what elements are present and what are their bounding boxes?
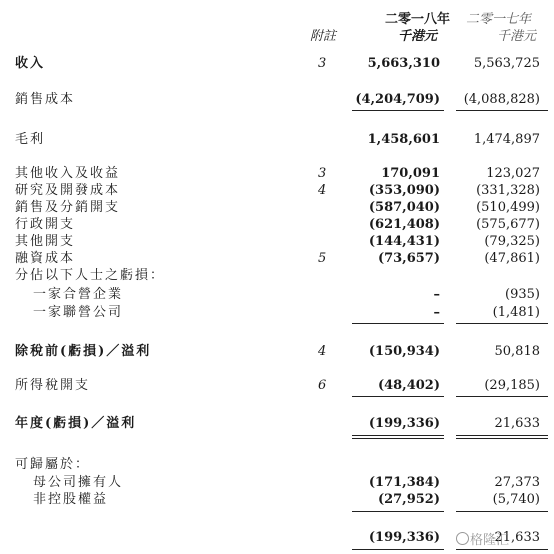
row-label: 母公司擁有人 — [33, 475, 124, 490]
value-2017: 123,027 — [486, 166, 540, 181]
row-loss-before-tax — [0, 343, 554, 361]
row-income-tax — [0, 377, 554, 395]
row-label: 研究及開發成本 — [15, 183, 121, 198]
value-2017: (935) — [505, 287, 540, 302]
row-loss-for-year — [0, 415, 554, 433]
rule — [456, 511, 548, 512]
row-gross-profit — [0, 131, 554, 149]
value-2018: (48,402) — [377, 378, 440, 393]
row-label: 除稅前(虧損)／溢利 — [15, 344, 152, 359]
rule — [456, 323, 548, 324]
value-2017: (575,677) — [476, 217, 540, 232]
row-owners-of-parent — [0, 474, 554, 492]
value-2018: 1,458,601 — [367, 132, 440, 147]
col-2018-unit: 千港元 — [398, 29, 438, 44]
rule — [352, 110, 444, 111]
row-label: 毛利 — [15, 132, 46, 147]
value-2018: (144,431) — [368, 234, 440, 249]
rule — [456, 435, 548, 436]
row-rnd — [0, 182, 554, 200]
rule — [456, 396, 548, 397]
row-label: 非控股權益 — [33, 492, 109, 507]
col-2017-unit: 千港元 — [497, 29, 537, 44]
value-2017: 27,373 — [494, 475, 540, 490]
row-label: 可歸屬於： — [15, 457, 91, 472]
row-note: 5 — [318, 251, 327, 266]
row-label: 行政開支 — [15, 217, 76, 232]
value-2018: (4,204,709) — [355, 92, 440, 107]
row-label: 銷售成本 — [15, 92, 76, 107]
row-note: 3 — [318, 166, 327, 181]
rule — [456, 549, 548, 550]
rule — [352, 438, 444, 439]
rule — [352, 435, 444, 436]
row-attributable-to — [0, 456, 554, 474]
rule — [456, 110, 548, 111]
value-2017: (5,740) — [492, 492, 540, 507]
row-label: 其他開支 — [15, 234, 76, 249]
value-2017: (79,325) — [484, 234, 540, 249]
row-label: 收入 — [15, 56, 46, 71]
row-associate — [0, 304, 554, 322]
rule — [352, 549, 444, 550]
row-label: 一家聯營公司 — [33, 305, 124, 320]
row-selling — [0, 199, 554, 217]
row-admin — [0, 216, 554, 234]
value-2017: 5,563,725 — [473, 56, 540, 71]
row-finance-costs — [0, 250, 554, 268]
watermark-logo-icon — [456, 532, 469, 545]
watermark: 格隆汇 — [470, 533, 510, 548]
row-non-controlling — [0, 491, 554, 509]
row-note: 6 — [318, 378, 327, 393]
row-label: 融資成本 — [15, 251, 76, 266]
value-2017: 1,474,897 — [473, 132, 540, 147]
col-2017-year: 二零一七年 — [466, 12, 532, 27]
row-label: 所得稅開支 — [15, 378, 91, 393]
rule — [352, 511, 444, 512]
rule — [456, 438, 548, 439]
value-2017: (29,185) — [484, 378, 540, 393]
value-2018: (27,952) — [377, 492, 440, 507]
row-note: 3 — [318, 56, 327, 71]
value-2018: (171,384) — [368, 475, 440, 490]
value-2018: (150,934) — [368, 344, 440, 359]
value-2017: (331,328) — [476, 183, 540, 198]
row-joint-venture — [0, 286, 554, 304]
row-label: 分佔以下人士之虧損： — [15, 268, 166, 283]
value-2017: 50,818 — [494, 344, 540, 359]
value-2018: (353,090) — [368, 183, 440, 198]
rule — [352, 396, 444, 397]
value-2017: (47,861) — [484, 251, 540, 266]
value-2017: 21,633 — [494, 416, 540, 431]
col-2018-year: 二零一八年 — [385, 12, 451, 27]
row-cost-of-sales — [0, 91, 554, 109]
value-2017: 21,633 — [494, 530, 540, 545]
note-col-header: 附註 — [310, 29, 337, 44]
row-revenue — [0, 55, 554, 73]
row-note: 4 — [318, 344, 327, 359]
value-2018: (199,336) — [368, 416, 440, 431]
row-label: 其他收入及收益 — [15, 166, 121, 181]
value-2018: 170,091 — [381, 166, 440, 181]
row-other-income — [0, 165, 554, 183]
value-2017: (4,088,828) — [463, 92, 540, 107]
row-other-expenses — [0, 233, 554, 251]
value-2018: 5,663,310 — [367, 56, 440, 71]
value-2018: (587,040) — [368, 200, 440, 215]
value-2018: – — [433, 305, 440, 320]
value-2018: (199,336) — [368, 530, 440, 545]
row-label: 年度(虧損)／溢利 — [15, 416, 137, 431]
rule — [352, 323, 444, 324]
value-2017: (1,481) — [492, 305, 540, 320]
row-share-of-losses — [0, 267, 554, 285]
value-2018: – — [433, 287, 440, 302]
value-2017: (510,499) — [476, 200, 540, 215]
row-label: 銷售及分銷開支 — [15, 200, 121, 215]
value-2018: (621,408) — [368, 217, 440, 232]
row-label: 一家合營企業 — [33, 287, 124, 302]
value-2018: (73,657) — [377, 251, 440, 266]
row-note: 4 — [318, 183, 327, 198]
